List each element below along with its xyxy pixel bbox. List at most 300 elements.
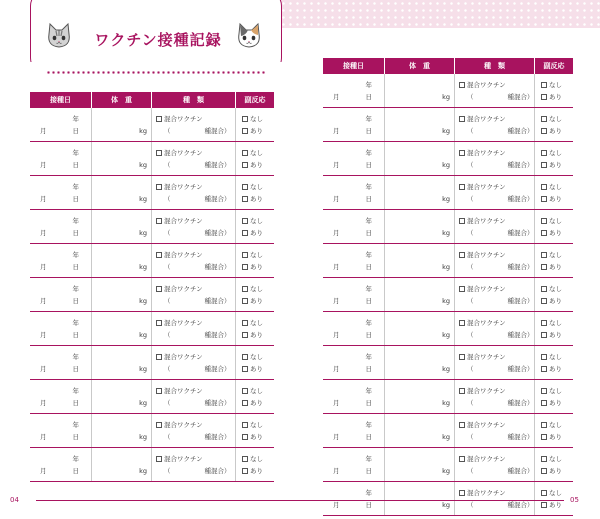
- reaction-none-checkbox[interactable]: [541, 218, 547, 224]
- year-label: 年: [365, 183, 372, 191]
- header-reaction: 副反応: [244, 96, 266, 104]
- footer-rule: [36, 500, 564, 501]
- reaction-cell: [236, 278, 274, 311]
- mixed-vaccine-label: 混合ワクチン: [467, 251, 506, 259]
- date-cell[interactable]: [30, 414, 92, 447]
- mixed-vaccine-checkbox[interactable]: [459, 184, 465, 190]
- weight-cell[interactable]: [385, 176, 455, 209]
- reaction-present-checkbox[interactable]: [242, 298, 248, 304]
- year-label: 年: [72, 251, 79, 259]
- paren-open: （: [467, 331, 474, 339]
- table-row: [323, 108, 573, 142]
- weight-cell[interactable]: [385, 346, 455, 379]
- reaction-none-checkbox[interactable]: [541, 456, 547, 462]
- reaction-none-label: なし: [250, 421, 263, 429]
- reaction-present-checkbox[interactable]: [541, 128, 547, 134]
- weight-cell[interactable]: [92, 448, 152, 481]
- date-cell[interactable]: [30, 108, 92, 141]
- table-row: [323, 380, 573, 414]
- reaction-none-checkbox[interactable]: [242, 116, 248, 122]
- kg-unit: kg: [442, 433, 450, 441]
- kg-unit: kg: [139, 195, 147, 203]
- mixed-vaccine-label: 混合ワクチン: [164, 319, 203, 327]
- reaction-none-label: なし: [250, 149, 263, 157]
- reaction-present-checkbox[interactable]: [541, 366, 547, 372]
- weight-cell[interactable]: [385, 278, 455, 311]
- date-cell[interactable]: [323, 482, 385, 515]
- month-label: 月: [40, 263, 47, 271]
- day-label: 日: [72, 127, 79, 135]
- reaction-none-checkbox[interactable]: [541, 422, 547, 428]
- reaction-none-checkbox[interactable]: [242, 422, 248, 428]
- kg-unit: kg: [139, 467, 147, 475]
- kg-unit: kg: [442, 127, 450, 135]
- tabby-cat-face-icon: [44, 21, 74, 51]
- reaction-present-label: あり: [549, 501, 562, 509]
- reaction-none-checkbox[interactable]: [541, 184, 547, 190]
- date-cell[interactable]: [323, 312, 385, 345]
- reaction-present-checkbox[interactable]: [541, 230, 547, 236]
- reaction-present-label: あり: [250, 399, 263, 407]
- date-cell[interactable]: [30, 278, 92, 311]
- mixed-vaccine-label: 混合ワクチン: [467, 183, 506, 191]
- mixed-vaccine-checkbox[interactable]: [156, 184, 162, 190]
- day-label: 日: [365, 433, 372, 441]
- table-header: [30, 92, 274, 108]
- reaction-none-checkbox[interactable]: [541, 354, 547, 360]
- mixed-vaccine-checkbox[interactable]: [459, 82, 465, 88]
- table-row: [30, 210, 274, 244]
- reaction-none-label: なし: [549, 285, 562, 293]
- weight-cell[interactable]: [92, 244, 152, 277]
- day-label: 日: [72, 195, 79, 203]
- reaction-cell: [535, 108, 573, 141]
- weight-cell[interactable]: [92, 346, 152, 379]
- month-label: 月: [333, 195, 340, 203]
- reaction-present-label: あり: [549, 297, 562, 305]
- mixed-vaccine-checkbox[interactable]: [459, 320, 465, 326]
- kind-mixed-label: 種混合）: [204, 467, 231, 475]
- reaction-present-checkbox[interactable]: [242, 400, 248, 406]
- reaction-none-label: なし: [250, 319, 263, 327]
- year-label: 年: [365, 115, 372, 123]
- reaction-present-checkbox[interactable]: [242, 128, 248, 134]
- type-cell: [455, 346, 535, 379]
- month-label: 月: [40, 297, 47, 305]
- reaction-none-label: なし: [250, 183, 263, 191]
- reaction-none-checkbox[interactable]: [242, 388, 248, 394]
- day-label: 日: [72, 399, 79, 407]
- kind-mixed-label: 種混合）: [507, 331, 534, 339]
- header-weight: 体 重: [92, 92, 152, 108]
- reaction-none-label: なし: [250, 455, 263, 463]
- date-cell[interactable]: [30, 346, 92, 379]
- mixed-vaccine-checkbox[interactable]: [459, 388, 465, 394]
- reaction-none-label: なし: [549, 251, 562, 259]
- reaction-none-checkbox[interactable]: [242, 286, 248, 292]
- paren-open: （: [467, 93, 474, 101]
- month-label: 月: [40, 331, 47, 339]
- year-label: 年: [365, 319, 372, 327]
- kind-mixed-label: 種混合）: [507, 433, 534, 441]
- table-row: [323, 346, 573, 380]
- weight-cell[interactable]: [92, 210, 152, 243]
- reaction-present-checkbox[interactable]: [541, 502, 547, 508]
- weight-cell[interactable]: [92, 176, 152, 209]
- reaction-none-checkbox[interactable]: [541, 252, 547, 258]
- reaction-none-checkbox[interactable]: [242, 456, 248, 462]
- day-label: 日: [365, 399, 372, 407]
- table-row: [30, 244, 274, 278]
- date-cell[interactable]: [323, 108, 385, 141]
- month-label: 月: [333, 467, 340, 475]
- type-cell: [455, 380, 535, 413]
- reaction-present-checkbox[interactable]: [541, 94, 547, 100]
- reaction-present-checkbox[interactable]: [242, 434, 248, 440]
- reaction-present-label: あり: [549, 467, 562, 475]
- type-cell: [152, 448, 236, 481]
- month-label: 月: [333, 433, 340, 441]
- reaction-present-checkbox[interactable]: [242, 366, 248, 372]
- mixed-vaccine-label: 混合ワクチン: [164, 115, 203, 123]
- weight-cell[interactable]: [92, 312, 152, 345]
- date-cell[interactable]: [323, 244, 385, 277]
- mixed-vaccine-label: 混合ワクチン: [467, 81, 506, 89]
- kg-unit: kg: [442, 331, 450, 339]
- reaction-present-checkbox[interactable]: [242, 230, 248, 236]
- paren-open: （: [164, 127, 171, 135]
- header-type: 種 類: [455, 58, 535, 74]
- page-number-left: 04: [10, 496, 19, 504]
- weight-cell[interactable]: [385, 482, 455, 515]
- date-cell[interactable]: [323, 414, 385, 447]
- type-cell: [455, 74, 535, 107]
- reaction-cell: [535, 142, 573, 175]
- kg-unit: kg: [139, 161, 147, 169]
- year-label: 年: [365, 353, 372, 361]
- reaction-present-checkbox[interactable]: [541, 400, 547, 406]
- reaction-none-checkbox[interactable]: [541, 150, 547, 156]
- paren-open: （: [467, 365, 474, 373]
- year-label: 年: [365, 489, 372, 497]
- paren-open: （: [467, 501, 474, 509]
- date-cell[interactable]: [323, 380, 385, 413]
- reaction-present-label: あり: [250, 161, 263, 169]
- date-cell[interactable]: [323, 142, 385, 175]
- type-cell: [455, 210, 535, 243]
- mixed-vaccine-checkbox[interactable]: [459, 286, 465, 292]
- mixed-vaccine-checkbox[interactable]: [459, 218, 465, 224]
- reaction-none-checkbox[interactable]: [541, 490, 547, 496]
- date-cell[interactable]: [30, 312, 92, 345]
- reaction-none-label: なし: [549, 217, 562, 225]
- type-cell: [455, 448, 535, 481]
- reaction-present-checkbox[interactable]: [541, 468, 547, 474]
- table-row: [323, 142, 573, 176]
- vaccination-table-left: [30, 92, 274, 482]
- kg-unit: kg: [139, 263, 147, 271]
- year-label: 年: [72, 285, 79, 293]
- mixed-vaccine-label: 混合ワクチン: [467, 353, 506, 361]
- weight-cell[interactable]: [385, 142, 455, 175]
- reaction-none-checkbox[interactable]: [541, 116, 547, 122]
- year-label: 年: [72, 319, 79, 327]
- mixed-vaccine-label: 混合ワクチン: [467, 319, 506, 327]
- reaction-none-label: なし: [549, 387, 562, 395]
- pink-dotted-band: [280, 0, 600, 28]
- date-cell[interactable]: [30, 244, 92, 277]
- date-cell[interactable]: [30, 210, 92, 243]
- mixed-vaccine-checkbox[interactable]: [459, 116, 465, 122]
- reaction-none-label: なし: [250, 387, 263, 395]
- mixed-vaccine-checkbox[interactable]: [156, 252, 162, 258]
- reaction-present-checkbox[interactable]: [242, 468, 248, 474]
- table-row: [323, 210, 573, 244]
- year-label: 年: [72, 149, 79, 157]
- header-reaction: 副反応: [543, 62, 565, 70]
- day-label: 日: [365, 365, 372, 373]
- type-cell: [455, 414, 535, 447]
- kg-unit: kg: [442, 365, 450, 373]
- mixed-vaccine-checkbox[interactable]: [156, 286, 162, 292]
- day-label: 日: [365, 297, 372, 305]
- mixed-vaccine-checkbox[interactable]: [156, 116, 162, 122]
- kind-mixed-label: 種混合）: [204, 433, 231, 441]
- paren-open: （: [164, 195, 171, 203]
- date-cell[interactable]: [323, 210, 385, 243]
- weight-cell[interactable]: [385, 312, 455, 345]
- reaction-cell: [535, 380, 573, 413]
- reaction-cell: [535, 176, 573, 209]
- reaction-none-checkbox[interactable]: [242, 320, 248, 326]
- weight-cell[interactable]: [92, 108, 152, 141]
- type-cell: [455, 312, 535, 345]
- reaction-cell: [535, 278, 573, 311]
- date-cell[interactable]: [323, 176, 385, 209]
- weight-cell[interactable]: [92, 414, 152, 447]
- weight-cell[interactable]: [385, 380, 455, 413]
- reaction-none-label: なし: [250, 115, 263, 123]
- mixed-vaccine-label: 混合ワクチン: [164, 251, 203, 259]
- reaction-present-checkbox[interactable]: [541, 196, 547, 202]
- month-label: 月: [333, 297, 340, 305]
- reaction-none-checkbox[interactable]: [541, 388, 547, 394]
- kind-mixed-label: 種混合）: [507, 365, 534, 373]
- reaction-present-checkbox[interactable]: [242, 332, 248, 338]
- reaction-present-label: あり: [250, 331, 263, 339]
- mixed-vaccine-label: 混合ワクチン: [164, 149, 203, 157]
- kg-unit: kg: [442, 229, 450, 237]
- type-cell: [152, 278, 236, 311]
- year-label: 年: [72, 183, 79, 191]
- reaction-cell: [535, 448, 573, 481]
- reaction-present-label: あり: [549, 399, 562, 407]
- paren-open: （: [164, 263, 171, 271]
- mixed-vaccine-checkbox[interactable]: [156, 218, 162, 224]
- weight-cell[interactable]: [385, 414, 455, 447]
- day-label: 日: [72, 297, 79, 305]
- reaction-none-checkbox[interactable]: [242, 150, 248, 156]
- day-label: 日: [72, 433, 79, 441]
- kg-unit: kg: [139, 127, 147, 135]
- weight-cell[interactable]: [385, 244, 455, 277]
- date-cell[interactable]: [30, 380, 92, 413]
- paren-open: （: [467, 127, 474, 135]
- reaction-present-label: あり: [549, 331, 562, 339]
- reaction-present-label: あり: [250, 297, 263, 305]
- reaction-none-label: なし: [250, 353, 263, 361]
- day-label: 日: [365, 501, 372, 509]
- mixed-vaccine-checkbox[interactable]: [459, 456, 465, 462]
- weight-cell[interactable]: [385, 74, 455, 107]
- table-row: [30, 380, 274, 414]
- reaction-present-checkbox[interactable]: [541, 298, 547, 304]
- reaction-present-checkbox[interactable]: [541, 264, 547, 270]
- paren-open: （: [467, 433, 474, 441]
- paren-open: （: [164, 297, 171, 305]
- kg-unit: kg: [139, 365, 147, 373]
- table-row: [323, 482, 573, 516]
- paren-open: （: [164, 229, 171, 237]
- mixed-vaccine-checkbox[interactable]: [459, 490, 465, 496]
- kg-unit: kg: [442, 263, 450, 271]
- mixed-vaccine-label: 混合ワクチン: [164, 217, 203, 225]
- mixed-vaccine-checkbox[interactable]: [156, 354, 162, 360]
- month-label: 月: [40, 433, 47, 441]
- reaction-present-checkbox[interactable]: [242, 264, 248, 270]
- header-type: 種 類: [152, 92, 236, 108]
- paren-open: （: [164, 433, 171, 441]
- reaction-present-label: あり: [549, 161, 562, 169]
- reaction-none-checkbox[interactable]: [541, 320, 547, 326]
- reaction-present-label: あり: [549, 263, 562, 271]
- day-label: 日: [72, 467, 79, 475]
- kg-unit: kg: [442, 93, 450, 101]
- weight-cell[interactable]: [385, 108, 455, 141]
- date-cell[interactable]: [323, 278, 385, 311]
- month-label: 月: [40, 195, 47, 203]
- kind-mixed-label: 種混合）: [507, 501, 534, 509]
- day-label: 日: [72, 161, 79, 169]
- calico-cat-face-icon: [234, 21, 264, 51]
- year-label: 年: [365, 285, 372, 293]
- date-cell[interactable]: [323, 74, 385, 107]
- reaction-present-label: あり: [549, 127, 562, 135]
- mixed-vaccine-label: 混合ワクチン: [164, 455, 203, 463]
- reaction-cell: [236, 414, 274, 447]
- weight-cell[interactable]: [92, 278, 152, 311]
- year-label: 年: [365, 149, 372, 157]
- mixed-vaccine-checkbox[interactable]: [459, 150, 465, 156]
- date-cell[interactable]: [30, 448, 92, 481]
- day-label: 日: [72, 365, 79, 373]
- month-label: 月: [333, 331, 340, 339]
- year-label: 年: [365, 455, 372, 463]
- date-cell[interactable]: [323, 346, 385, 379]
- reaction-present-checkbox[interactable]: [541, 332, 547, 338]
- reaction-none-checkbox[interactable]: [242, 354, 248, 360]
- month-label: 月: [333, 263, 340, 271]
- kg-unit: kg: [442, 467, 450, 475]
- type-cell: [152, 244, 236, 277]
- month-label: 月: [40, 365, 47, 373]
- table-row: [30, 414, 274, 448]
- reaction-present-label: あり: [549, 365, 562, 373]
- paren-open: （: [467, 161, 474, 169]
- reaction-present-label: あり: [250, 263, 263, 271]
- mixed-vaccine-checkbox[interactable]: [459, 252, 465, 258]
- kind-mixed-label: 種混合）: [204, 229, 231, 237]
- type-cell: [455, 142, 535, 175]
- month-label: 月: [333, 127, 340, 135]
- reaction-cell: [236, 176, 274, 209]
- weight-cell[interactable]: [385, 210, 455, 243]
- day-label: 日: [365, 195, 372, 203]
- day-label: 日: [72, 263, 79, 271]
- year-label: 年: [72, 421, 79, 429]
- day-label: 日: [365, 229, 372, 237]
- year-label: 年: [365, 251, 372, 259]
- reaction-present-checkbox[interactable]: [242, 162, 248, 168]
- weight-cell[interactable]: [92, 380, 152, 413]
- weight-cell[interactable]: [92, 142, 152, 175]
- kg-unit: kg: [442, 501, 450, 509]
- reaction-present-checkbox[interactable]: [242, 196, 248, 202]
- mixed-vaccine-checkbox[interactable]: [156, 388, 162, 394]
- month-label: 月: [333, 365, 340, 373]
- date-cell[interactable]: [30, 142, 92, 175]
- month-label: 月: [40, 161, 47, 169]
- table-row: [30, 346, 274, 380]
- reaction-present-label: あり: [250, 467, 263, 475]
- reaction-none-checkbox[interactable]: [541, 286, 547, 292]
- title-dotted-underline: [46, 71, 266, 74]
- mixed-vaccine-label: 混合ワクチン: [164, 353, 203, 361]
- month-label: 月: [333, 161, 340, 169]
- date-cell[interactable]: [30, 176, 92, 209]
- table-row: [30, 278, 274, 312]
- type-cell: [152, 210, 236, 243]
- reaction-none-checkbox[interactable]: [242, 252, 248, 258]
- mixed-vaccine-checkbox[interactable]: [459, 422, 465, 428]
- mixed-vaccine-checkbox[interactable]: [156, 422, 162, 428]
- reaction-cell: [236, 380, 274, 413]
- kg-unit: kg: [442, 297, 450, 305]
- kind-mixed-label: 種混合）: [204, 365, 231, 373]
- month-label: 月: [40, 399, 47, 407]
- reaction-present-checkbox[interactable]: [541, 434, 547, 440]
- mixed-vaccine-label: 混合ワクチン: [467, 455, 506, 463]
- kind-mixed-label: 種混合）: [507, 399, 534, 407]
- reaction-cell: [236, 346, 274, 379]
- weight-cell[interactable]: [385, 448, 455, 481]
- reaction-none-label: なし: [549, 149, 562, 157]
- mixed-vaccine-checkbox[interactable]: [156, 456, 162, 462]
- type-cell: [152, 176, 236, 209]
- reaction-none-checkbox[interactable]: [541, 82, 547, 88]
- date-cell[interactable]: [323, 448, 385, 481]
- mixed-vaccine-checkbox[interactable]: [459, 354, 465, 360]
- mixed-vaccine-checkbox[interactable]: [156, 320, 162, 326]
- reaction-none-label: なし: [549, 421, 562, 429]
- reaction-present-label: あり: [549, 229, 562, 237]
- reaction-none-checkbox[interactable]: [242, 218, 248, 224]
- month-label: 月: [333, 93, 340, 101]
- paren-open: （: [164, 365, 171, 373]
- reaction-none-checkbox[interactable]: [242, 184, 248, 190]
- reaction-present-checkbox[interactable]: [541, 162, 547, 168]
- mixed-vaccine-checkbox[interactable]: [156, 150, 162, 156]
